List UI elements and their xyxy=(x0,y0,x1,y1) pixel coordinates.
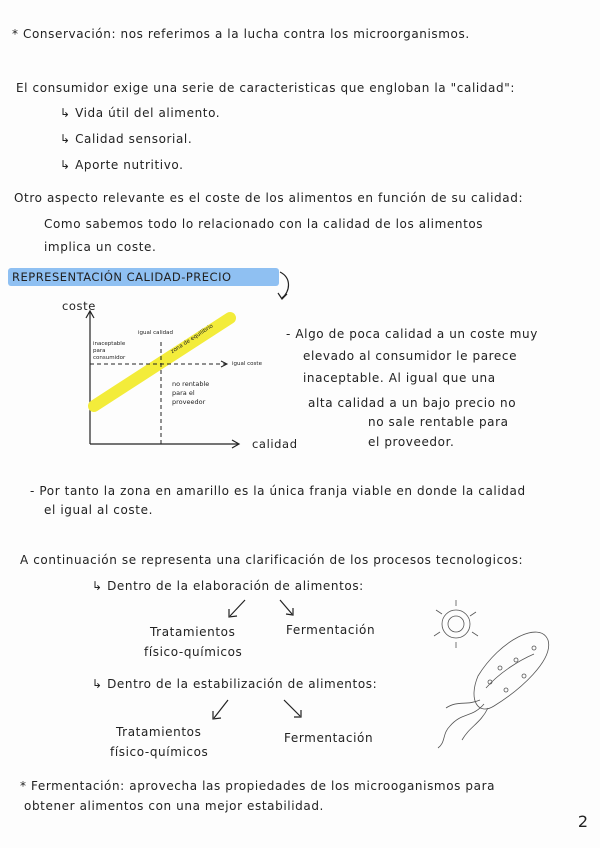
graph-xlabel: calidad xyxy=(252,437,298,451)
quality-bullet: ↳ Vida útil del alimento. xyxy=(60,106,221,120)
arrow-down-right-icon xyxy=(284,700,300,716)
group2-title: ↳ Dentro de la estabilización de alimentos: xyxy=(92,677,378,691)
label-zona-equilibrio: zona de equilibrio xyxy=(170,323,215,356)
fermentation-definition: obtener alimentos con una mejor estabilidad. xyxy=(24,799,324,813)
graph-note-line: el proveedor. xyxy=(368,435,455,449)
group2-left: físico-químicos xyxy=(110,745,209,759)
cost-explanation-line: implica un coste. xyxy=(44,240,157,254)
arrow-down-left-icon xyxy=(230,600,245,616)
quality-bullet: ↳ Calidad sensorial. xyxy=(60,132,193,146)
label-igual-coste: igual coste xyxy=(232,361,262,367)
group1-left: físico-químicos xyxy=(144,645,243,659)
graph-note-line: inaceptable. Al igual que una xyxy=(303,371,496,385)
bacteria-doodle-icon xyxy=(434,600,549,748)
arrow-down-left-icon xyxy=(214,700,228,718)
consumer-quality-line: El consumidor exige una serie de caracteristicas que engloban la "calidad": xyxy=(16,81,515,95)
graph-note-line: elevado al consumidor le parece xyxy=(303,349,518,363)
group2-right: Fermentación xyxy=(284,731,374,745)
graph-note-line: alta calidad a un bajo precio no xyxy=(308,396,517,410)
group1-right: Fermentación xyxy=(286,623,376,637)
arrow-down-right-icon xyxy=(280,600,292,614)
cost-explanation-line: Como sabemos todo lo relacionado con la calidad de los alimentos xyxy=(44,217,484,231)
page-number: 2 xyxy=(577,812,588,831)
quality-bullet: ↳ Aporte nutritivo. xyxy=(60,158,184,172)
cost-aspect-line: Otro aspecto relevante es el coste de los alimentos en función de su calidad: xyxy=(14,191,524,205)
graph-ylabel: coste xyxy=(62,299,96,313)
conclusion-line: - Por tanto la zona en amarillo es la única franja viable en donde la calidad xyxy=(30,484,526,498)
group1-left: Tratamientos xyxy=(150,625,236,639)
classification-intro: A continuación se representa una clarificación de los procesos tecnologicos: xyxy=(20,553,524,567)
graph-note-line: - Algo de poca calidad a un coste muy xyxy=(286,327,538,341)
graph-note-line: no sale rentable para xyxy=(368,415,509,429)
section-title: REPRESENTACIÓN CALIDAD-PRECIO xyxy=(12,270,232,284)
fermentation-definition: * Fermentación: aprovecha las propiedades de los microoganismos para xyxy=(20,779,496,793)
label-igual-calidad: igual calidad xyxy=(138,330,173,336)
conclusion-line: el igual al coste. xyxy=(44,503,153,517)
label-no-rentable: no rentable para el proveedor xyxy=(172,380,210,406)
label-inaceptable: inaceptable para consumidor xyxy=(93,341,126,361)
conservacion-definition: * Conservación: nos referimos a la lucha contra los microorganismos. xyxy=(12,27,470,41)
group1-title: ↳ Dentro de la elaboración de alimentos: xyxy=(92,579,364,593)
group2-left: Tratamientos xyxy=(116,725,202,739)
title-arrow-icon xyxy=(280,272,289,298)
